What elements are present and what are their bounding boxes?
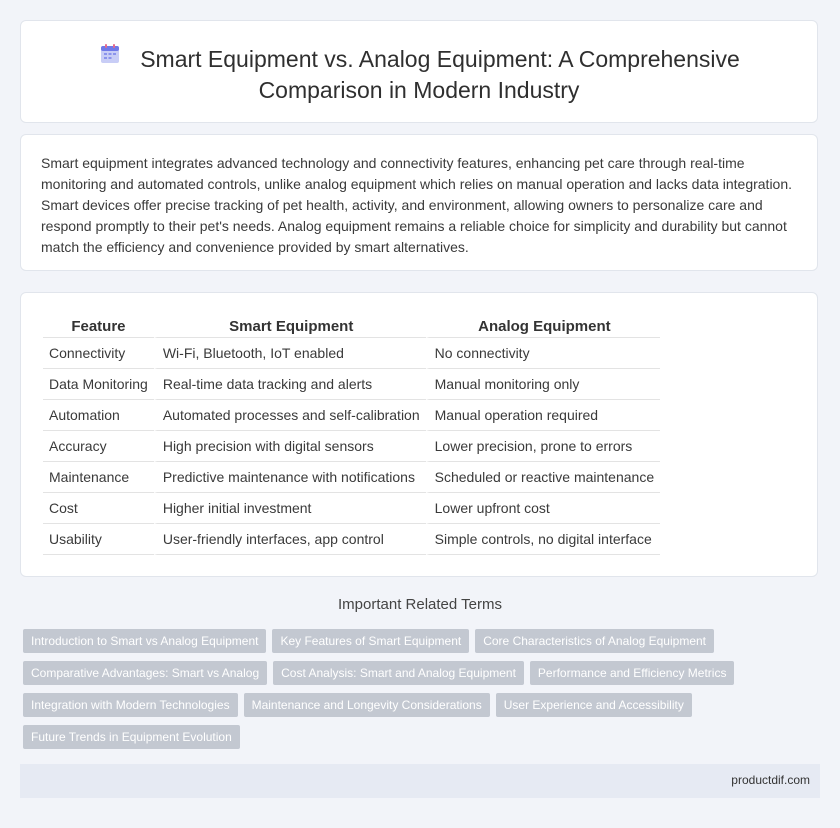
table-cell: Data Monitoring bbox=[43, 369, 154, 400]
table-cell: Usability bbox=[43, 524, 154, 555]
table-cell: Manual operation required bbox=[426, 400, 660, 431]
related-term-tag[interactable]: Core Characteristics of Analog Equipment bbox=[475, 629, 714, 653]
table-cell: Scheduled or reactive maintenance bbox=[426, 462, 660, 493]
related-term-tag[interactable]: Performance and Efficiency Metrics bbox=[530, 661, 735, 685]
table-row bbox=[43, 400, 660, 431]
related-terms-list bbox=[23, 629, 813, 757]
footer-site-link[interactable]: productdif.com bbox=[731, 773, 810, 787]
header-smart: Smart Equipment bbox=[154, 315, 426, 338]
header-analog: Analog Equipment bbox=[426, 315, 660, 338]
table-cell: High precision with digital sensors bbox=[154, 431, 426, 462]
intro-text: Smart equipment integrates advanced technology and connectivity features, enhancing pet care through real-time monitoring and automated controls, unlike analog equipment which relies on manual operation and lacks data integration. Smart devices offer precise tracking of pet health, activity, and environment, allowing owners to personalize care and respond promptly to their pet's needs. Analog equipment remains a reliable choice for simplicity and durability but cannot match the efficiency and convenience provided by smart alternatives. bbox=[41, 155, 793, 255]
table-cell: Real-time data tracking and alerts bbox=[154, 369, 426, 400]
table-cell: Automated processes and self-calibration bbox=[154, 400, 426, 431]
table-cell: Connectivity bbox=[43, 338, 154, 369]
page-title bbox=[21, 45, 817, 105]
table-cell: Automation bbox=[43, 400, 154, 431]
title-line-2: Comparison in Modern Industry bbox=[258, 77, 580, 104]
table-row bbox=[43, 462, 660, 493]
related-term-tag[interactable]: Key Features of Smart Equipment bbox=[272, 629, 469, 653]
table-cell: Lower precision, prone to errors bbox=[426, 431, 660, 462]
table-cell: Simple controls, no digital interface bbox=[426, 524, 660, 555]
table-row bbox=[43, 524, 660, 555]
intro-card bbox=[20, 134, 818, 271]
related-terms-heading: Important Related Terms bbox=[338, 596, 502, 613]
table-cell: Higher initial investment bbox=[154, 493, 426, 524]
table-cell: Cost bbox=[43, 493, 154, 524]
calendar-icon bbox=[98, 42, 122, 73]
table-cell: Lower upfront cost bbox=[426, 493, 660, 524]
table-cell: Wi-Fi, Bluetooth, IoT enabled bbox=[154, 338, 426, 369]
comparison-card bbox=[20, 292, 818, 577]
related-term-tag[interactable]: Integration with Modern Technologies bbox=[23, 693, 238, 717]
title-card bbox=[20, 20, 818, 123]
related-term-tag[interactable]: Introduction to Smart vs Analog Equipment bbox=[23, 629, 266, 653]
related-term-tag[interactable]: Future Trends in Equipment Evolution bbox=[23, 725, 240, 749]
related-term-tag[interactable]: User Experience and Accessibility bbox=[496, 693, 692, 717]
table-cell: Predictive maintenance with notifications bbox=[154, 462, 426, 493]
table-header-row bbox=[43, 315, 660, 338]
header-feature: Feature bbox=[43, 315, 154, 338]
table-row bbox=[43, 338, 660, 369]
table-row bbox=[43, 369, 660, 400]
table-cell: No connectivity bbox=[426, 338, 660, 369]
table-cell: User-friendly interfaces, app control bbox=[154, 524, 426, 555]
related-term-tag[interactable]: Cost Analysis: Smart and Analog Equipment bbox=[273, 661, 524, 685]
related-term-tag[interactable]: Maintenance and Longevity Considerations bbox=[244, 693, 490, 717]
table-row bbox=[43, 493, 660, 524]
table-row bbox=[43, 431, 660, 462]
table-cell: Manual monitoring only bbox=[426, 369, 660, 400]
title-line-1: Smart Equipment vs. Analog Equipment: A Comprehensive bbox=[140, 46, 740, 72]
comparison-table bbox=[43, 315, 660, 555]
footer bbox=[20, 764, 820, 798]
related-term-tag[interactable]: Comparative Advantages: Smart vs Analog bbox=[23, 661, 267, 685]
table-cell: Maintenance bbox=[43, 462, 154, 493]
table-cell: Accuracy bbox=[43, 431, 154, 462]
